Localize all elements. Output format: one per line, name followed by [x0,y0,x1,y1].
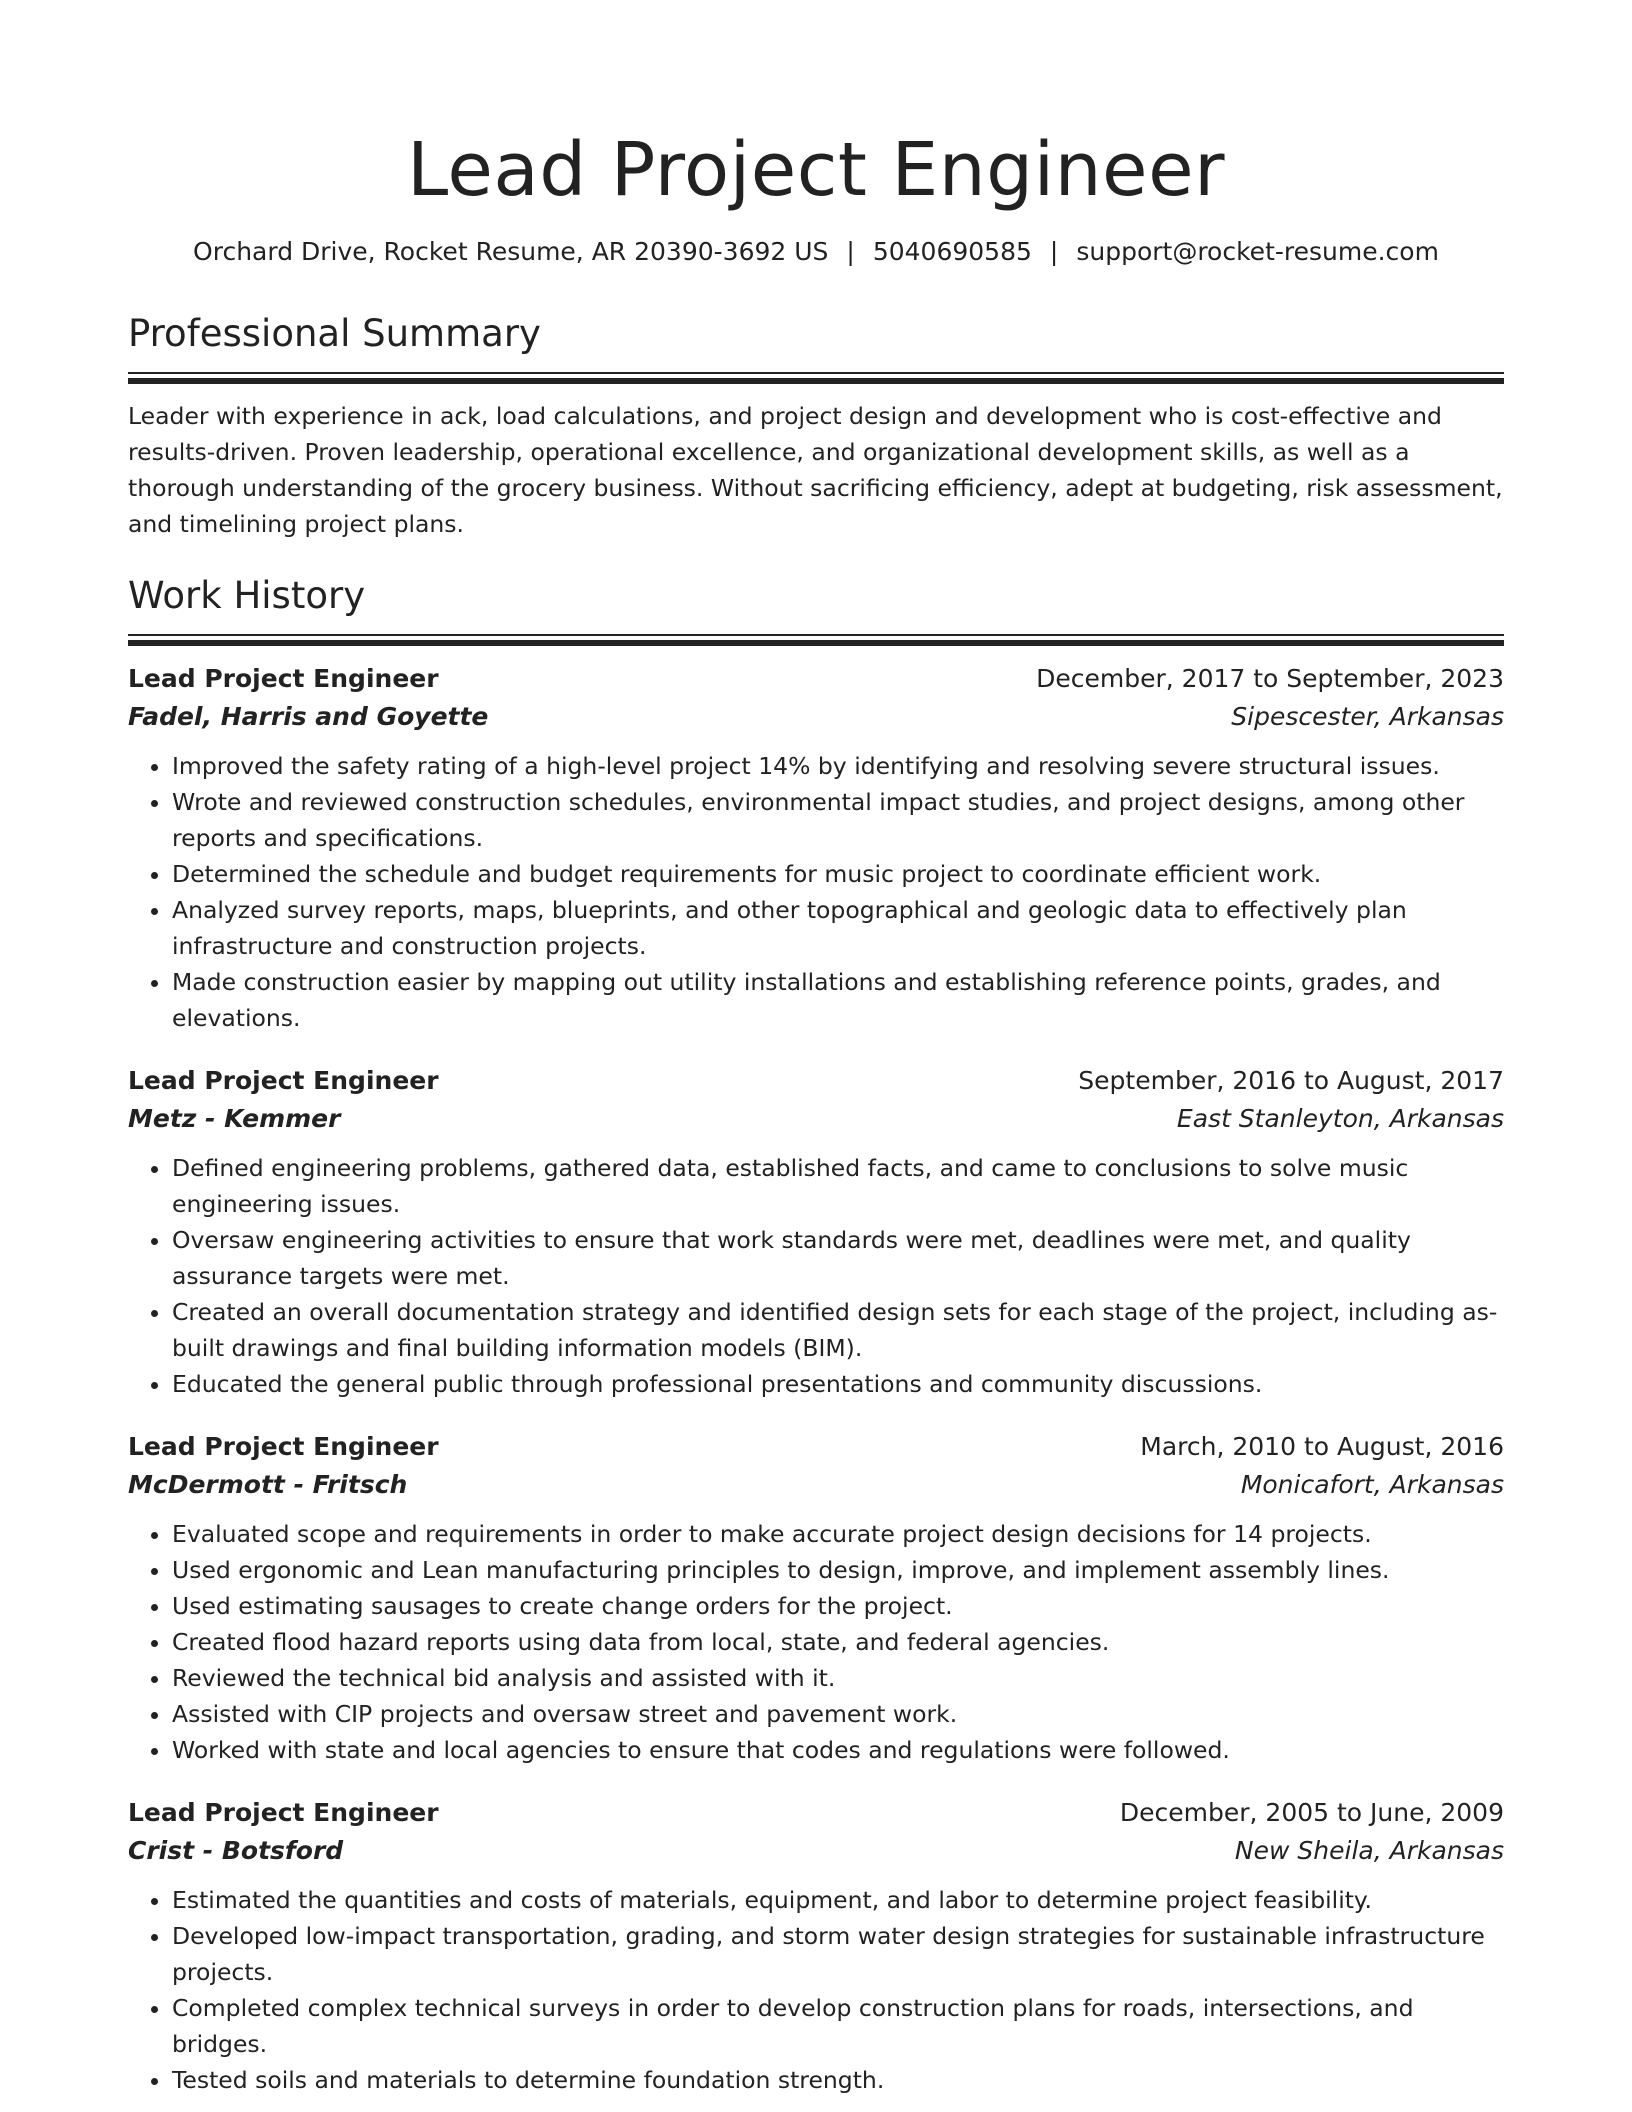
job-dates: March, 2010 to August, 2016 [1140,1432,1504,1461]
contact-phone: 5040690585 [872,237,1032,266]
job-bullet: • Reviewed the technical bid analysis and assisted with it. [172,1660,1504,1696]
job-bullets [128,1150,1504,1402]
section-divider [128,372,1504,384]
contact-email: support@rocket-resume.com [1076,237,1439,266]
job-bullets [128,748,1504,1036]
job-entry [128,660,1504,1036]
job-company: McDermott - Fritsch [128,1470,408,1499]
job-entry [128,1794,1504,2098]
job-bullet: • Defined engineering problems, gathered data, established facts, and came to conclusions to solve music engineering issues. [172,1150,1504,1222]
section-divider [128,634,1504,646]
job-title: Lead Project Engineer [128,1432,439,1461]
job-bullets [128,1882,1504,2098]
contact-line [128,236,1504,268]
summary-text: Leader with experience in ack, load calculations, and project design and development who is cost-effective and results-driven. Proven leadership, operational excellence, and organizational development skills, as well as a thorough understanding of the grocery business. Without sacrificing efficiency, adept at budgeting, risk assessment, and timelining project plans. [128,402,1503,538]
resume-page [128,0,1504,2098]
job-header-row [128,1428,1504,1466]
job-bullet: • Used estimating sausages to create change orders for the project. [172,1588,1504,1624]
job-dates: December, 2005 to June, 2009 [1119,1798,1504,1827]
job-location: East Stanleyton, Arkansas [1176,1104,1504,1133]
job-bullet: • Completed complex technical surveys in order to develop construction plans for roads, intersections, and bridges. [172,1990,1504,2062]
job-title: Lead Project Engineer [128,664,439,693]
contact-separator: | [1049,237,1059,266]
job-bullet: • Oversaw engineering activities to ensure that work standards were met, deadlines were met, and quality assurance targets were met. [172,1222,1504,1294]
job-company-row [128,698,1504,736]
job-location: Monicafort, Arkansas [1240,1470,1504,1499]
job-header-row [128,1062,1504,1100]
job-entry [128,1062,1504,1402]
job-company: Crist - Botsford [128,1836,344,1865]
job-dates: September, 2016 to August, 2017 [1078,1066,1504,1095]
job-bullet: • Assisted with CIP projects and oversaw street and pavement work. [172,1696,1504,1732]
job-bullet: • Improved the safety rating of a high-level project 14% by identifying and resolving severe structural issues. [172,748,1504,784]
work-history-list [128,660,1504,2098]
job-bullet: • Tested soils and materials to determine foundation strength. [172,2062,1504,2098]
job-company-row [128,1832,1504,1870]
job-bullets [128,1516,1504,1768]
job-company-row [128,1100,1504,1138]
job-bullet: • Created an overall documentation strategy and identified design sets for each stage of the project, including as-built drawings and final building information models (BIM). [172,1294,1504,1366]
work-section-title: Work History [128,574,366,617]
job-bullet: • Determined the schedule and budget requirements for music project to coordinate efficient work. [172,856,1504,892]
job-bullet: • Developed low-impact transportation, grading, and storm water design strategies for sustainable infrastructure projects. [172,1918,1504,1990]
job-bullet: • Estimated the quantities and costs of materials, equipment, and labor to determine project feasibility. [172,1882,1504,1918]
job-bullet: • Used ergonomic and Lean manufacturing principles to design, improve, and implement assembly lines. [172,1552,1504,1588]
job-bullet: • Analyzed survey reports, maps, blueprints, and other topographical and geologic data to effectively plan infrastructure and construction projects. [172,892,1504,964]
job-bullet: • Made construction easier by mapping out utility installations and establishing reference points, grades, and elevations. [172,964,1504,1036]
job-title: Lead Project Engineer [128,1798,439,1827]
job-header-row [128,660,1504,698]
job-title: Lead Project Engineer [128,1066,439,1095]
job-header-row [128,1794,1504,1832]
job-bullet: • Worked with state and local agencies to ensure that codes and regulations were followed. [172,1732,1504,1768]
job-bullet: • Created flood hazard reports using data from local, state, and federal agencies. [172,1624,1504,1660]
job-bullet: • Educated the general public through professional presentations and community discussions. [172,1366,1504,1402]
job-company: Fadel, Harris and Goyette [128,702,489,731]
job-company: Metz - Kemmer [128,1104,341,1133]
job-location: Sipescester, Arkansas [1231,702,1504,731]
contact-separator: | [846,237,855,266]
job-entry [128,1428,1504,1768]
job-location: New Sheila, Arkansas [1234,1836,1504,1865]
job-dates: December, 2017 to September, 2023 [1036,664,1504,693]
contact-address: Orchard Drive, Rocket Resume, AR 20390-3692 US [193,237,829,266]
candidate-name: Lead Project Engineer [406,127,1226,213]
job-company-row [128,1466,1504,1504]
job-bullet: • Wrote and reviewed construction schedules, environmental impact studies, and project designs, among other reports and specifications. [172,784,1504,856]
job-bullet: • Evaluated scope and requirements in order to make accurate project design decisions for 14 projects. [172,1516,1504,1552]
summary-section-title: Professional Summary [128,312,541,355]
